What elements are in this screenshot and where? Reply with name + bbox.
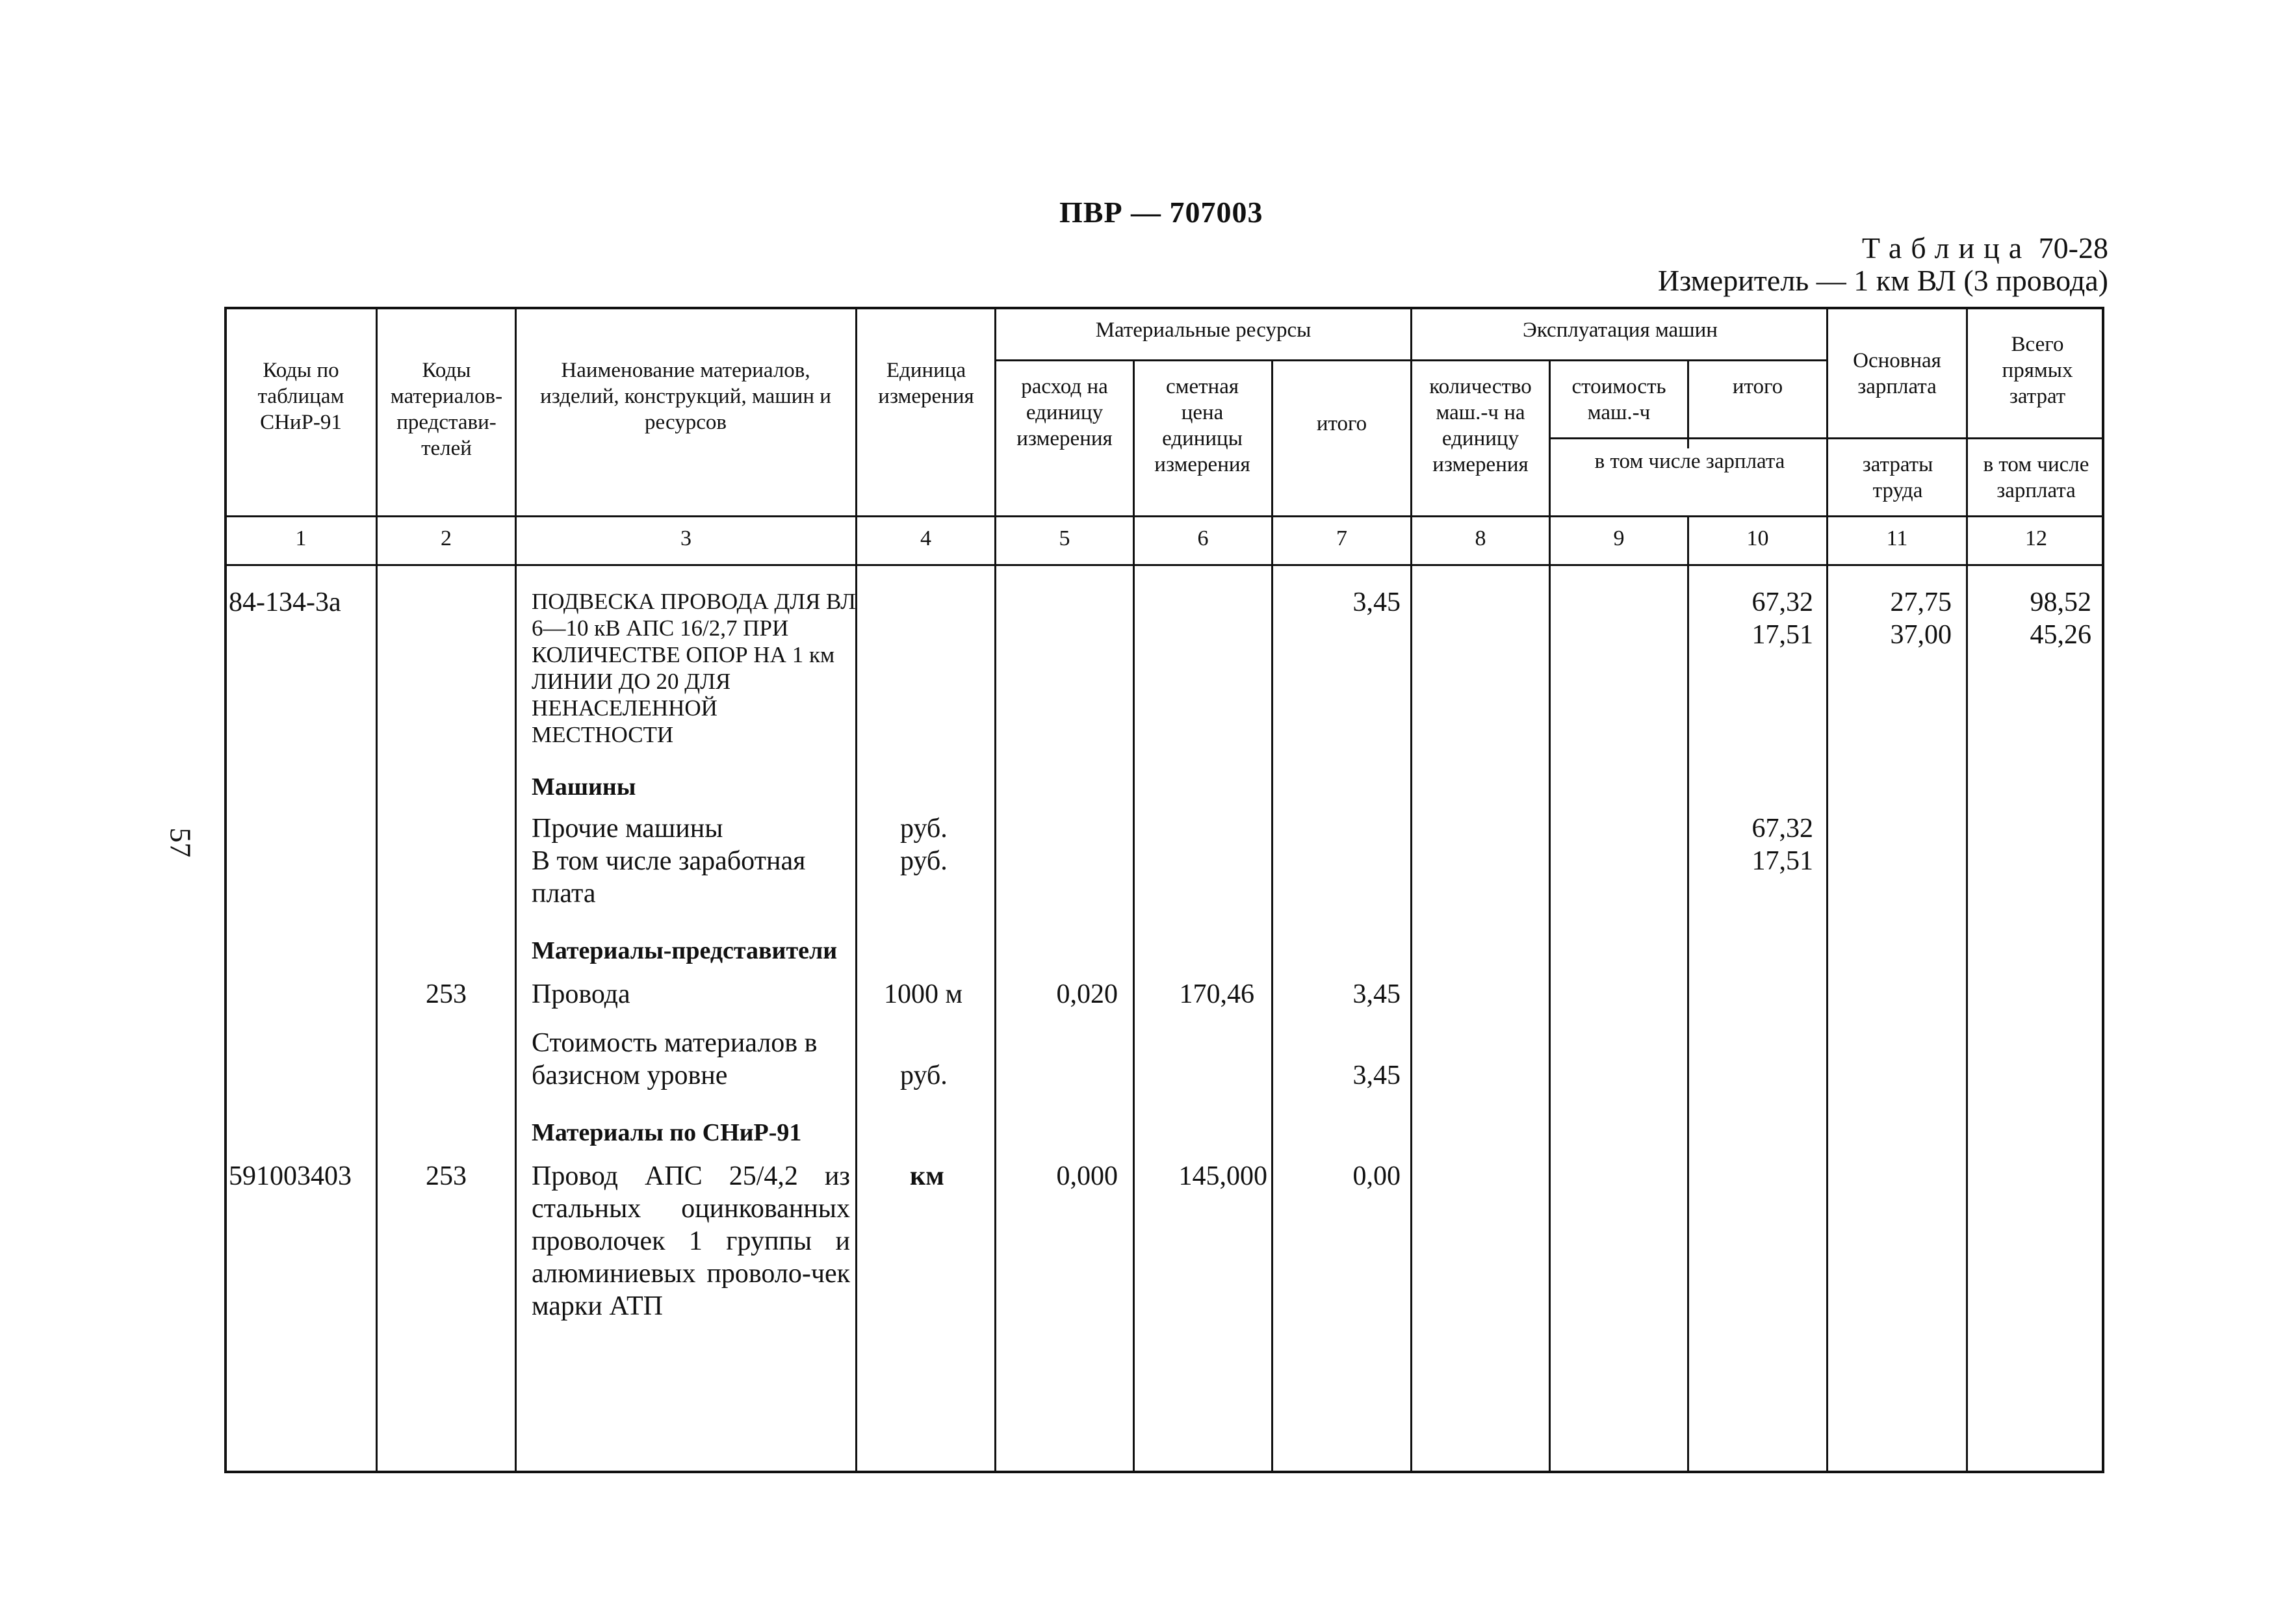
wages-name: В том числе заработная плата xyxy=(532,846,806,909)
col-number: 4 xyxy=(920,526,931,550)
col-number: 3 xyxy=(680,526,691,550)
col-number: 6 xyxy=(1197,526,1209,550)
main-col-11-wage: 27,75 xyxy=(1890,587,1952,617)
other-machines-name: Прочие машины xyxy=(532,814,723,844)
wages-col-10: 17,51 xyxy=(1751,846,1813,876)
row-divider xyxy=(994,359,1826,361)
col-number: 5 xyxy=(1059,526,1070,550)
header-col-12: Всего прямых затрат xyxy=(2002,333,2073,408)
section-snir-materials: Материалы по СНиР-91 xyxy=(532,1119,802,1146)
header-col-12-sub: в том числе зарплата xyxy=(1983,453,2089,502)
page-number: 57 xyxy=(164,827,198,858)
col-number: 9 xyxy=(1613,526,1625,550)
col-divider xyxy=(376,307,378,1473)
row-divider xyxy=(1549,437,1826,439)
header-col-9-10-sub: в том числе зарплата xyxy=(1594,450,1785,473)
header-col-7: итого xyxy=(1316,412,1367,435)
main-col-10-wages: 17,51 xyxy=(1751,620,1813,650)
wires-col-6: 170,46 xyxy=(1179,979,1254,1009)
table-word: Таблица xyxy=(1861,231,2032,264)
header-col-11: Основная зарплата xyxy=(1853,349,1941,398)
wires-name: Провода xyxy=(532,979,630,1009)
main-col-10-total: 67,32 xyxy=(1751,587,1813,617)
section-machines: Машины xyxy=(532,773,636,801)
wages-unit: руб. xyxy=(900,846,948,876)
col-number: 7 xyxy=(1336,526,1347,550)
header-col-5: расход на единицу измерения xyxy=(1016,375,1113,450)
wires-unit: 1000 м xyxy=(884,979,963,1009)
header-col-9: стоимость маш.-ч xyxy=(1571,375,1666,424)
col-divider xyxy=(1826,307,1828,1473)
col-divider xyxy=(1410,307,1412,1473)
work-title: ПОДВЕСКА ПРОВОДА ДЛЯ ВЛ 6—10 кВ АПС 16/2,7 ПРИ КОЛИЧЕСТВЕ ОПОР НА 1 км ЛИНИИ ДО 20 ДЛЯ НЕНАСЕЛЕННОЙ МЕСТНОСТИ xyxy=(532,589,856,747)
wires-col-5: 0,020 xyxy=(1056,979,1118,1009)
row-divider xyxy=(224,515,2104,517)
header-col-8: количество маш.-ч на единицу измерения xyxy=(1429,375,1532,476)
cost-unit: руб. xyxy=(900,1061,948,1090)
col-divider xyxy=(1687,517,1689,1473)
header-col-11-sub: затраты труда xyxy=(1862,453,1933,502)
col-number: 12 xyxy=(2025,526,2047,550)
header-col-2: Коды материалов-представи-телей xyxy=(390,359,503,460)
cost-name: Стоимость материалов в базисном уровне xyxy=(532,1028,818,1090)
measure-unit: Измеритель — 1 км ВЛ (3 провода) xyxy=(1657,264,2108,297)
header-col-3: Наименование материалов, изделий, конструкций, машин и ресурсов xyxy=(540,359,831,434)
aps-col-7: 0,00 xyxy=(1352,1161,1401,1191)
aps-code: 591003403 xyxy=(229,1161,352,1191)
table-number-value: 70-28 xyxy=(2038,231,2108,264)
col-number: 10 xyxy=(1746,526,1769,550)
table-number xyxy=(1862,231,2108,265)
header-material-resources: Материальные ресурсы xyxy=(1095,318,1311,342)
wires-col-7: 3,45 xyxy=(1352,979,1401,1009)
aps-col-2: 253 xyxy=(426,1161,467,1191)
main-col-12-wages: 45,26 xyxy=(2030,620,2091,650)
header-col-4: Единица измерения xyxy=(878,359,974,408)
aps-col-5: 0,000 xyxy=(1056,1161,1118,1191)
col-number: 1 xyxy=(295,526,307,550)
row-divider xyxy=(1966,437,2104,439)
header-col-1: Коды по таблицам СНиР-91 xyxy=(257,359,344,434)
row-divider xyxy=(224,564,2104,566)
header-col-6: сметная цена единицы измерения xyxy=(1154,375,1250,476)
wires-col-2: 253 xyxy=(426,979,467,1009)
col-number: 11 xyxy=(1886,526,1908,550)
main-col-12-total: 98,52 xyxy=(2030,587,2091,617)
aps-unit: км xyxy=(910,1161,944,1191)
header-col-10: итого xyxy=(1732,375,1783,398)
main-col-11-labor: 37,00 xyxy=(1890,620,1952,650)
table-frame xyxy=(224,307,2104,1473)
aps-col-6: 145,000 xyxy=(1178,1161,1267,1191)
row-code: 84-134-3а xyxy=(229,587,341,617)
col-divider xyxy=(515,307,517,1473)
section-representative-materials: Материалы-представители xyxy=(532,937,838,964)
aps-name: Провод АПС 25/4,2 из стальных оцинкованных проволочек 1 группы и алюминиевых проволо-чек марки АТП xyxy=(532,1161,850,1321)
header-machine-operation: Эксплуатация машин xyxy=(1523,318,1718,342)
document-code: ПВР — 707003 xyxy=(1059,196,1263,229)
other-machines-col-10: 67,32 xyxy=(1751,814,1813,844)
col-number: 8 xyxy=(1475,526,1486,550)
col-number: 2 xyxy=(441,526,452,550)
col-divider xyxy=(994,307,996,1473)
main-col-7: 3,45 xyxy=(1352,587,1401,617)
cost-col-7: 3,45 xyxy=(1352,1061,1401,1090)
other-machines-unit: руб. xyxy=(900,814,948,844)
